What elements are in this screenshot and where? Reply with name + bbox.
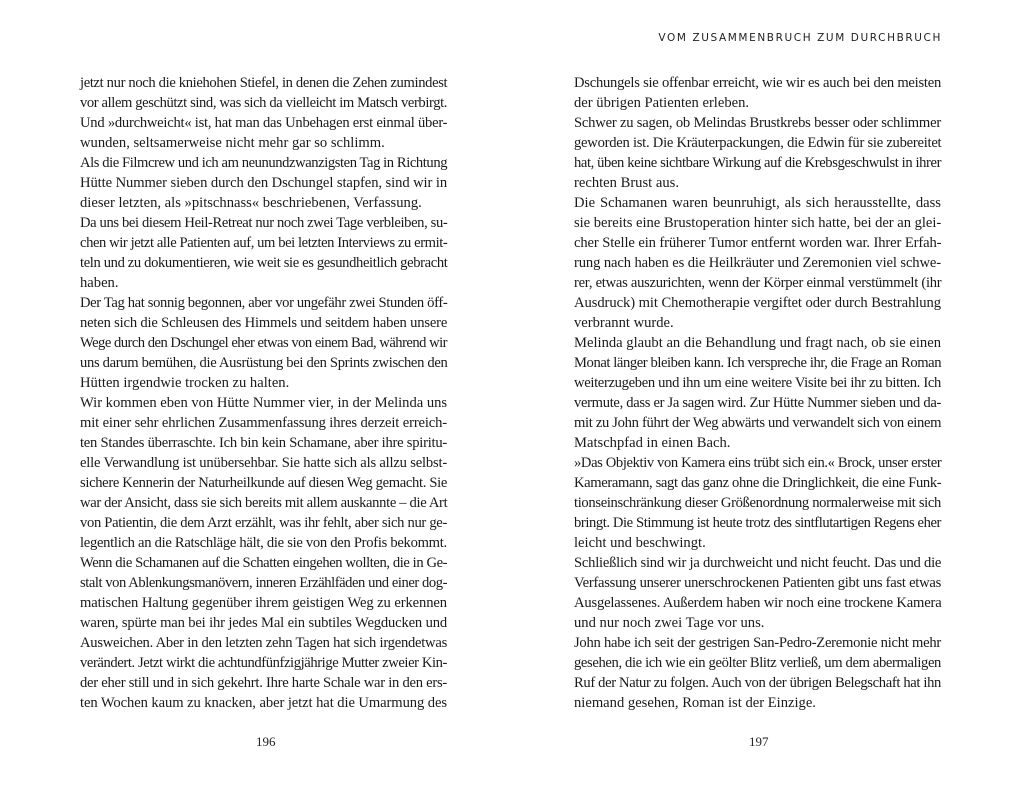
text-line: sichere Kennerin der Naturheilkunde auf diesen Weg gemacht. Sie [80,475,447,491]
text-line: der übrigen Patienten erleben. [574,95,750,111]
text-line: weiterzugeben und ihn um eine weitere Visite bei ihr zu bitten. Ich [574,375,941,391]
text-line: mit zu John führt der Weg abwärts und verwandelt sich von einem [574,415,942,431]
text-line: rechten Brust aus. [574,175,679,191]
text-line: ten Standes überraschte. Ich bin kein Schamane, aber ihre spiritu- [80,435,447,451]
text-line: von Patientin, die dem Arzt erzählt, was ihr fehlt, aber sich nur ge- [80,515,447,531]
text-line: vermute, dass er Ja sagen wird. Zur Hütte Nummer sieben und da- [574,395,942,411]
text-line: Verfassung unserer unerschrockenen Patienten gibt uns fast etwas [574,575,941,591]
text-line: neten sich die Schleusen des Himmels und seitdem haben unsere [80,315,448,331]
text-line: war der Ansicht, dass sie sich bereits mit allem auskannte – die Art [80,495,448,511]
page-number: 197 [749,734,769,749]
right-page [510,0,1020,793]
text-line: geworden ist. Die Kräuterpackungen, die Edwin für sie zubereitet [574,135,942,151]
text-line: und nur noch zwei Tage vor uns. [574,615,765,631]
text-line: leicht und beschwingt. [574,535,706,551]
text-line: hat, üben keine sichtbare Wirkung auf die Krebsgeschwulst in ihrer [574,155,942,171]
body-text [80,73,447,713]
text-line: Da uns bei diesem Heil-Retreat nur noch zwei Tage verbleiben, su- [80,215,448,231]
text-line: rung nach haben es die Heilkräuter und Zeremonien viel schwe- [574,255,942,271]
text-line: tionseinschränkung dieser Größenordnung normalerweise mit sich [574,495,941,511]
text-line: cher Stelle ein früherer Tumor entfernt worden war. Ihrer Erfah- [574,235,942,251]
text-line: Monat länger bleiben kann. Ich verspreche ihr, die Frage an Roman [574,355,942,371]
text-line: legentlich an die Ratschläge hält, die sie von den Profis bekommt. [80,535,447,551]
text-line: sie bereits eine Brustoperation hinter sich hatte, bei der an glei- [574,215,942,231]
text-line: wunden, seltsamerweise nicht mehr gar so schlimm. [80,135,385,151]
text-line: Die Schamanen waren beunruhigt, als sich herausstellte, dass [574,195,941,211]
text-line: Wir kommen eben von Hütte Nummer vier, in der Melinda uns [80,395,448,411]
text-line: ten Wochen kaum zu knacken, aber jetzt hat die Umarmung des [80,695,447,711]
text-line: Hütte Nummer sieben durch den Dschungel stapfen, sind wir in [80,175,448,191]
text-line: Schließlich sind wir ja durchweicht und nicht feucht. Das und die [574,555,942,571]
text-line: stalt von Ablenkungsmanövern, inneren Erzählfäden und einer dog- [80,575,447,591]
text-line: Dschungels sie offenbar erreicht, wie wir es auch bei den meisten [574,75,941,91]
text-line: Ruf der Natur zu folgen. Auch von der übrigen Belegschaft hat ihn [574,675,941,691]
text-line: vor allem geschützt sind, was sich da vielleicht im Matsch verbirgt. [80,95,447,111]
text-line: Kameramann, sagt das ganz ohne die Dringlichkeit, die eine Funk- [574,475,942,491]
text-line: uns darum bemühen, die Ausrüstung bei den Sprints zwischen den [80,355,448,371]
text-line: matischen Haltung gegenüber ihrem geistigen Weg zu erkennen [80,595,447,611]
running-head: VOM ZUSAMMENBRUCH ZUM DURCHBRUCH [658,32,942,44]
text-line: Ausgelassenes. Außerdem haben wir noch eine trockene Kamera [574,595,942,611]
text-line: Der Tag hat sonnig begonnen, aber vor ungefähr zwei Stunden öff- [80,295,448,311]
text-line: gesehen, die ich wie ein geölter Blitz verließ, um dem abermaligen [574,655,941,671]
text-line: Ausweichen. Aber in den letzten zehn Tagen hat sich irgendetwas [80,635,447,651]
text-line: elle Verwandlung ist unübersehbar. Sie hatte sich als allzu selbst- [80,455,447,471]
text-line: bringt. Die Stimmung ist heute trotz des sintflutartigen Regens eher [574,515,941,531]
text-line: teln und zu dokumentieren, wie weit sie es gesundheitlich gebracht [80,255,448,271]
text-line: dieser letzten, als »pitschnass« beschriebenen, Verfassung. [80,195,422,211]
text-line: John habe ich seit der gestrigen San-Pedro-Zeremonie nicht mehr [574,635,941,651]
text-line: chen wir jetzt alle Patienten auf, um bei letzten Interviews zu ermit- [80,235,448,251]
text-line: jetzt nur noch die kniehohen Stiefel, in denen die Zehen zumindest [80,75,448,91]
text-line: »Das Objektiv von Kamera eins trübt sich ein.« Brock, unser erster [574,455,942,471]
text-line: Melinda glaubt an die Behandlung und fragt nach, ob sie einen [574,335,941,351]
text-line: der eher still und in sich gekehrt. Ihre harte Schale war in den ers- [80,675,447,691]
text-line: Schwer zu sagen, ob Melindas Brustkrebs besser oder schlimmer [574,115,941,131]
text-line: Wenn die Schamanen auf die Schatten eingehen wollten, die in Ge- [80,555,448,571]
page-number: 196 [256,734,276,749]
text-line: niemand gesehen, Roman ist der Einzige. [574,695,816,711]
text-line: rer, etwas auszurichten, wenn der Körper einmal verstümmelt (ihr [574,275,942,291]
body-text [574,73,941,713]
text-line: verbrannt wurde. [574,315,674,331]
text-line: Als die Filmcrew und ich am neunundzwanzigsten Tag in Richtung [80,155,448,171]
text-line: Hütten irgendwie trocken zu halten. [80,375,290,391]
text-line: Und »durchweicht« ist, hat man das Unbehagen erst einmal über- [80,115,448,131]
text-line: Wege durch den Dschungel eher etwas von einem Bad, während wir [80,335,447,351]
text-line: waren, spürte man bei ihr jedes Mal ein subtiles Wegducken und [80,615,447,631]
text-line: verändert. Jetzt wirkt die achtundfünfzigjährige Mutter zweier Kin- [80,655,447,671]
text-line: Matschpfad in einen Bach. [574,435,731,451]
text-line: mit einer sehr ehrlichen Zusammenfassung ihres derzeit erreich- [80,415,447,431]
text-line: Ausdruck) mit Chemotherapie vergiftet oder durch Bestrahlung [574,295,941,311]
text-line: haben. [80,275,119,291]
